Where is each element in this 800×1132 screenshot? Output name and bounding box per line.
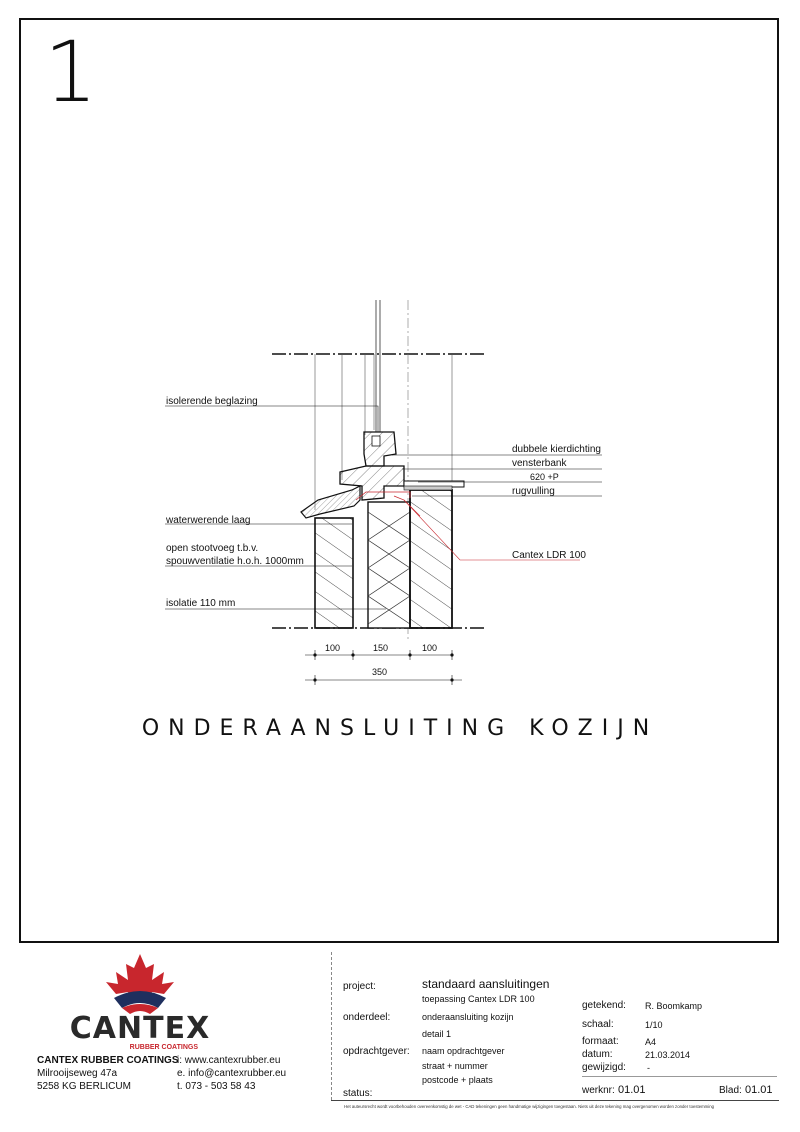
dim-inner-leaf: 100 — [422, 643, 438, 653]
cantex-logo — [40, 952, 240, 1052]
getekend-value: R. Boomkamp — [645, 1001, 703, 1011]
label-level: 620 +P — [530, 472, 559, 482]
copyright-notice: Het auteursrecht wordt voorbehouden overeenkomstig de wet - CAD tekeningen geen handmatige wijzigingen toegestaan. Niets uit deze tekening mag overgenomen worden zonder toestemming — [344, 1104, 714, 1109]
label-rugvulling: rugvulling — [512, 486, 555, 497]
inner-leaf — [410, 490, 452, 628]
detail-value: detail 1 — [422, 1029, 452, 1039]
schaal-value: 1/10 — [645, 1020, 663, 1030]
label-vensterbank: vensterbank — [512, 458, 567, 469]
dim-outer-leaf: 100 — [325, 643, 341, 653]
schaal-label: schaal: — [582, 1019, 614, 1030]
label-open-stootvoeg: open stootvoeg t.b.v. — [166, 543, 259, 554]
label-waterwerende-laag: waterwerende laag — [166, 515, 251, 526]
project-label: project: — [343, 981, 376, 992]
footer-rule — [331, 1100, 779, 1101]
logo-subtext: RUBBER COATINGS — [129, 1044, 198, 1051]
logo-wordmark: CANTEX — [69, 1011, 211, 1046]
label-cantex-ldr: Cantex LDR 100 — [512, 550, 586, 561]
outer-leaf — [315, 518, 353, 628]
sill — [301, 486, 360, 518]
status-label: status: — [343, 1088, 373, 1099]
drawing-title: ONDERAANSLUITING KOZIJN — [141, 716, 659, 741]
dim-total: 350 — [372, 667, 388, 677]
opdrachtgever-city: postcode + plaats — [422, 1075, 493, 1085]
company-phone: t. 073 - 503 58 43 — [177, 1081, 256, 1092]
opdrachtgever-name: naam opdrachtgever — [422, 1046, 505, 1056]
titleblock-rule — [582, 1076, 777, 1077]
gewijzigd-value: - — [647, 1063, 650, 1073]
company-street: Milrooijseweg 47a — [37, 1068, 118, 1079]
opdrachtgever-label: opdrachtgever: — [343, 1046, 410, 1057]
label-spouwventilatie: spouwventilatie h.o.h. 1000mm — [166, 556, 304, 567]
company-city: 5258 KG BERLICUM — [37, 1081, 131, 1092]
blad-value: 01.01 — [745, 1084, 773, 1096]
opdrachtgever-street: straat + nummer — [422, 1061, 488, 1071]
formaat-label: formaat: — [582, 1036, 619, 1047]
project-title: standaard aansluitingen — [422, 977, 550, 991]
datum-value: 21.03.2014 — [645, 1050, 691, 1060]
blad-label: Blad: — [719, 1085, 742, 1096]
label-isolerende-beglazing: isolerende beglazing — [166, 396, 258, 407]
datum-label: datum: — [582, 1049, 613, 1060]
company-web[interactable]: i: www.cantexrubber.eu — [177, 1055, 281, 1066]
werknr-value: 01.01 — [618, 1084, 646, 1096]
onderdeel-label: onderdeel: — [343, 1012, 391, 1023]
titleblock-divider — [331, 952, 332, 1100]
getekend-label: getekend: — [582, 1000, 626, 1011]
formaat-value: A4 — [645, 1037, 657, 1047]
label-isolatie: isolatie 110 mm — [166, 598, 236, 609]
gewijzigd-label: gewijzigd: — [582, 1062, 626, 1073]
company-email[interactable]: e. info@cantexrubber.eu — [177, 1068, 287, 1079]
sheet-number: 1 — [44, 23, 98, 121]
dim-cavity: 150 — [373, 643, 389, 653]
onderdeel-value: onderaansluiting kozijn — [422, 1012, 514, 1022]
project-sub: toepassing Cantex LDR 100 — [422, 994, 535, 1004]
company-name: CANTEX RUBBER COATINGS — [37, 1055, 179, 1066]
werknr-label: werknr: — [582, 1085, 615, 1096]
label-dubbele-kierdichting: dubbele kierdichting — [512, 444, 601, 455]
